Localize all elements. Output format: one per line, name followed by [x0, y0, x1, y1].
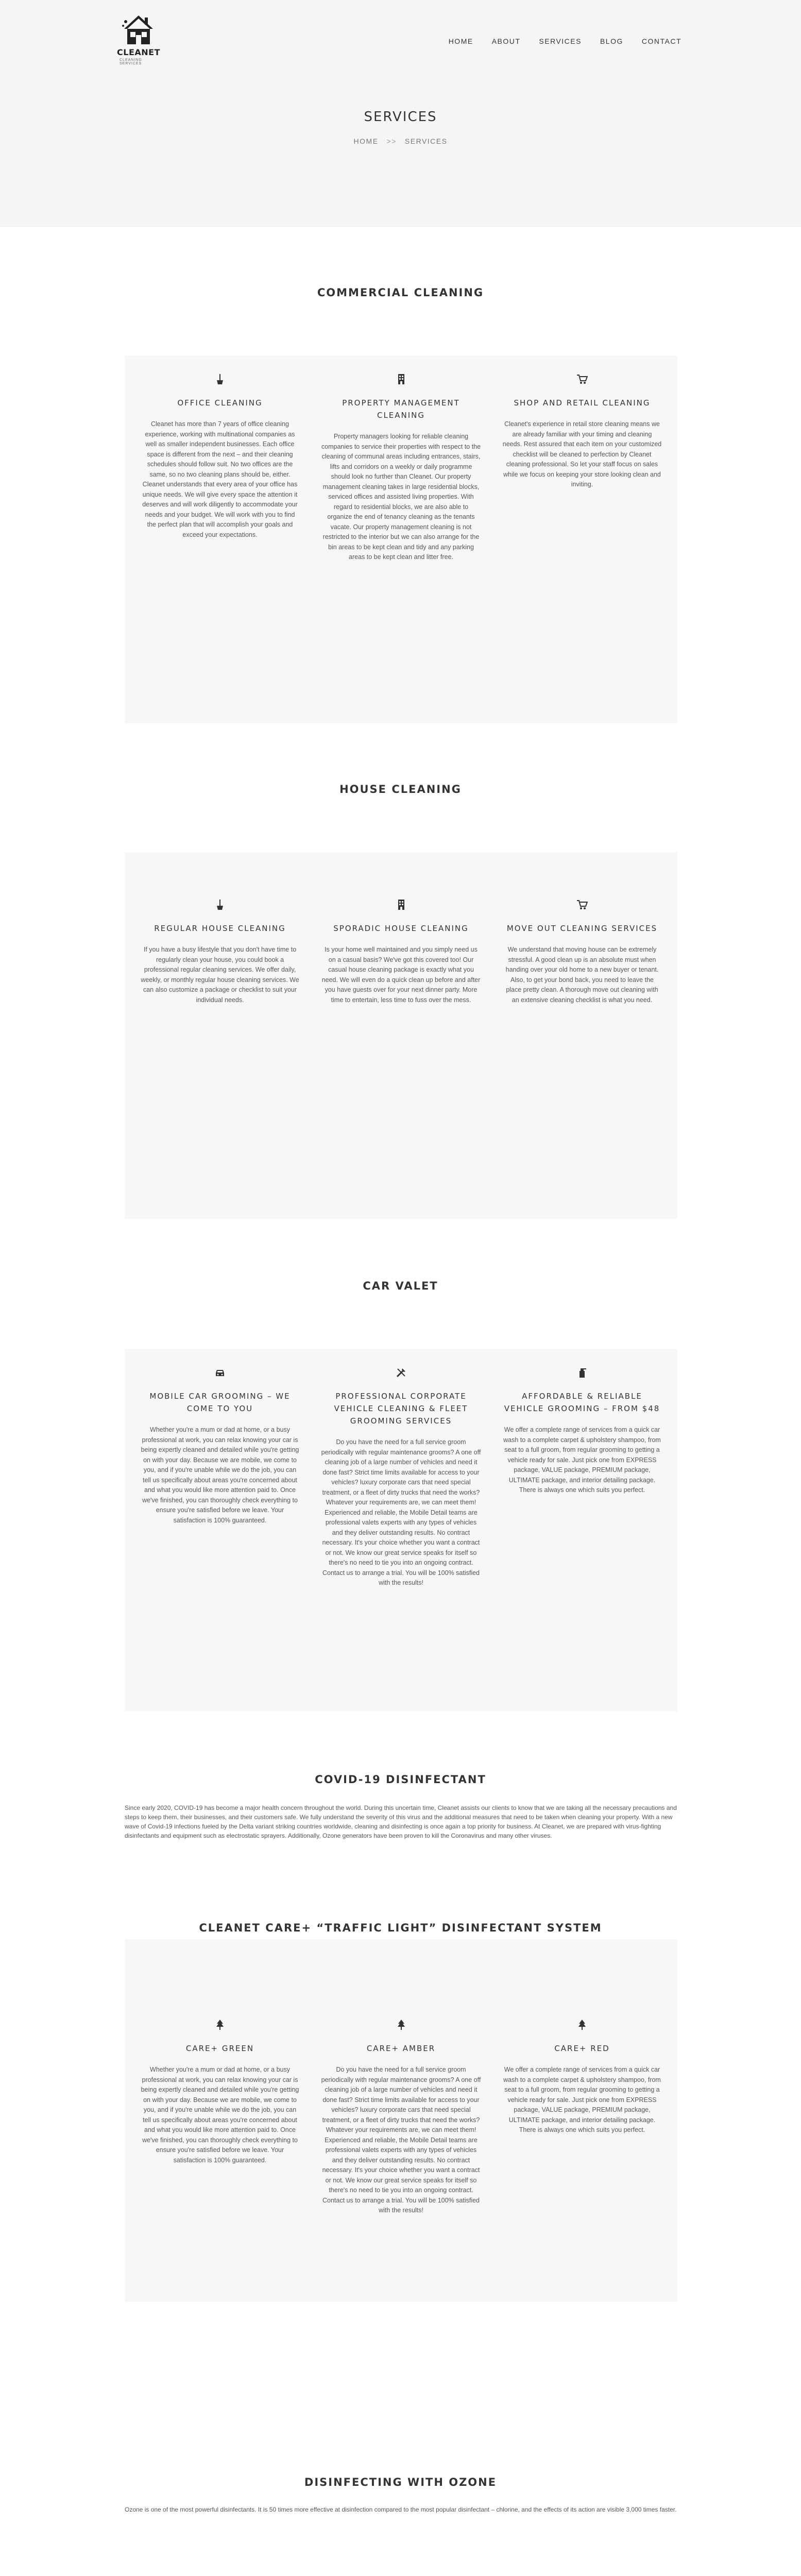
commercial-services-box [125, 355, 677, 723]
building-icon [321, 373, 481, 385]
tools-icon [321, 1366, 481, 1379]
service-text: We understand that moving house can be extremely stressful. A good clean up is an absolute must when handing over your old home to a new buyer or tenant. Also, to get your bond back, you need to leave the place pretty clean. A thorough move out cleaning with an extensive cleaning checklist is what you need. [505, 946, 659, 1004]
service-title: CARE+ GREEN [185, 2044, 254, 2053]
service-text: Is your home well maintained and you simply need us on a casual basis? We've got this covered too! Our casual house cleaning package is exactly what you need. We will even do a quick clean up before and after you have guests over for your next dinner party. More time to entertain, less time to fuss over the mess. [321, 946, 481, 1004]
page-title: SERVICES [364, 109, 437, 125]
traffic-light-box [125, 1939, 677, 2302]
service-title: AFFORDABLE & RELIABLE VEHICLE GROOMING – FROM $48 [504, 1392, 660, 1413]
logo[interactable] [117, 11, 160, 68]
service-text: Do you have the need for a full service groom periodically with regular maintenance grooms? A one off cleaning job of a large number of vehicles and need it done fast? Strict time limits available for access to your vehicles? luxury corporate cars that need special treatment, or a fleet of dirty trucks that need the works? Whatever your requirements are, we can meet them! Experienced and reliable, the Mobile Detail teams are professional valets experts with any types of vehicles and they deliver outstanding results. No contract necessary. It's your choice whether you want a contract or not. We know our great service speaks for itself so there's no need to tie you into an ongoing contract. Contact us to arrange a trial. You will be 100% satisfied with the results! [321, 2066, 481, 2214]
mop-icon [140, 899, 300, 911]
page-header [0, 0, 801, 227]
section-title-commercial: COMMERCIAL CLEANING [317, 286, 484, 299]
car-icon [140, 1366, 300, 1379]
service-title: MOBILE CAR GROOMING – WE COME TO YOU [149, 1392, 291, 1413]
tree-icon [321, 2019, 481, 2031]
spray-icon [502, 1366, 662, 1379]
breadcrumb-home[interactable]: HOME [353, 137, 379, 145]
service-card [502, 2019, 662, 2302]
service-text: We offer a complete range of services from a quick car wash to a complete carpet & upholstery shampoo, from seat to a full groom, from regular grooming to getting a vehicle ready for sale. Just pick one from EXPRESS package, VALUE package, PREMIUM package, ULTIMATE package, and interior detailing package. There is always one which suits you perfect. [503, 2066, 661, 2133]
service-text: Cleanet's experience in retail store cleaning means we are already familiar with your timing and cleaning needs. Rest assured that each item on your customized checklist will be cleaned to perfection by Cleanet cleaning professional. So let your staff focus on sales while we focus on keeping your store looking clean and inviting. [502, 420, 662, 488]
building-icon [321, 899, 481, 911]
service-card [140, 373, 300, 723]
tree-icon [502, 2019, 662, 2031]
nav-about[interactable]: ABOUT [491, 37, 521, 45]
service-card [321, 1366, 481, 1711]
covid-text: Since early 2020, COVID-19 has become a major health concern throughout the world. During this uncertain time, Cleanet assists our clients to know that we are taking all the necessary precautions and steps to keep them, their businesses, and their customers safe. We fully understand the severity of this virus and the additional measures that need to be taken when cleaning your property. With a new wave of Covid-19 infections fueled by the Delta variant striking countries worldwide, cleaning and disinfecting is once again a top priority for business. At Cleanet, we are prepared with virus-fighting disinfectants and equipment such as electrostatic sprayers. Additionally, Ozone generators have been proven to kill the Coronavirus and many other viruses. [125, 1804, 677, 1839]
service-card [140, 899, 300, 1219]
service-text: If you have a busy lifestyle that you don't have time to regularly clean your house, you could book a professional regular cleaning services. We offer daily, weekly, or monthly regular house cleaning services. We can also customize a package or checklist to suit your individual needs. [141, 946, 299, 1004]
service-text: Whether you're a mum or dad at home, or a busy professional at work, you can relax knowing your car is being expertly cleaned and detailed while you're getting on with your day. Because we are mobile, we come to you, and if you're unable while we do the job, you can tell us specifically about areas you're concerned about and what you would like more attention paid to. Once we've finished, you can thoroughly check everything to ensure you're satisfied before we leave. Your satisfaction is 100% guaranteed. [141, 2066, 299, 2164]
service-card [140, 2019, 300, 2302]
service-text: Whether you're a mum or dad at home, or a busy professional at work, you can relax knowing your car is being expertly cleaned and detailed while you're getting on with your day. Because we are mobile, we come to you, and if you're unable while we do the job, you can tell us specifically about areas you're concerned about and what you would like more attention paid to. Once we've finished, you can thoroughly check everything to ensure you're satisfied before we leave. Your satisfaction is 100% guaranteed. [141, 1426, 299, 1524]
car-services-box [125, 1349, 677, 1711]
mop-icon [140, 373, 300, 385]
breadcrumb-separator: >> [386, 137, 397, 145]
breadcrumb [0, 137, 801, 145]
ozone-text: Ozone is one of the most powerful disinfectants. It is 50 times more effective at disinfection compared to the most popular disinfectant – chlorine, and the effects of its action are visible 3,000 times faster. [125, 2506, 677, 2513]
brand-tagline: CLEANING SERVICES [120, 58, 142, 65]
section-title-house: HOUSE CLEANING [339, 783, 462, 795]
service-title: SHOP AND RETAIL CLEANING [514, 398, 651, 408]
brand-name: CLEANET [117, 47, 160, 57]
cart-icon [502, 899, 662, 911]
service-title: CARE+ AMBER [366, 2044, 436, 2053]
service-title: PROPERTY MANAGEMENT CLEANING [342, 398, 460, 420]
nav-blog[interactable]: BLOG [600, 37, 623, 45]
nav-home[interactable]: HOME [448, 37, 473, 45]
house-services-box [125, 852, 677, 1219]
service-card [321, 899, 481, 1219]
tree-icon [140, 2019, 300, 2031]
service-title: OFFICE CLEANING [177, 398, 263, 408]
section-title-ozone: DISINFECTING WITH OZONE [304, 2476, 497, 2488]
service-title: SPORADIC HOUSE CLEANING [333, 924, 469, 933]
breadcrumb-current: SERVICES [404, 137, 448, 145]
service-text: We offer a complete range of services from a quick car wash to a complete carpet & upholstery shampoo, from seat to a full groom, from regular grooming to getting a vehicle ready for sale. Just pick one from EXPRESS package, VALUE package, PREMIUM package, ULTIMATE package, and interior detailing package. There is always one which suits you perfect. [503, 1426, 661, 1494]
nav-services[interactable]: SERVICES [539, 37, 582, 45]
service-text: Cleanet has more than 7 years of office cleaning experience, working with multinational companies as well as smaller independent businesses. Each office space is different from the next – and their cleaning schedules should follow suit. No two offices are the same, so no two cleaning plans should be, either. Cleanet understands that every area of your office has unique needs. We will give every space the attention it deserves and will work diligently to accommodate your needs and your budget. We will work with you to find the perfect plan that will accomplish your goals and exceed your expectations. [142, 420, 298, 538]
section-title-traffic-light: CLEANET CARE+ “TRAFFIC LIGHT” DISINFECTANT SYSTEM [199, 1922, 602, 1934]
section-title-car-valet: CAR VALET [363, 1280, 438, 1292]
service-text: Property managers looking for reliable cleaning companies to service their properties with respect to the cleaning of communal areas including entrances, stairs, lifts and corridors on a weekly or daily programme should look no further than Cleanet. Our property management cleaning takes in large residential blocks, serviced offices and assisted living properties. With regard to residential blocks, we are also able to organize the end of tenancy cleaning as the tenants vacate. Our property management cleaning is not restricted to the interior but we can also arrange for the bin areas to be kept clean and tidy and any parking areas to be kept clean and litter free. [321, 433, 481, 561]
service-title: CARE+ RED [554, 2044, 610, 2053]
cart-icon [502, 373, 662, 385]
service-title: REGULAR HOUSE CLEANING [154, 924, 286, 933]
service-title: MOVE OUT CLEANING SERVICES [506, 924, 658, 933]
service-card [502, 899, 662, 1219]
service-card [321, 2019, 481, 2302]
service-card [321, 373, 481, 723]
main-nav [449, 37, 681, 45]
house-logo-icon [121, 11, 156, 47]
service-title: PROFESSIONAL CORPORATE VEHICLE CLEANING & FLEET GROOMING SERVICES [334, 1392, 468, 1426]
service-card [140, 1366, 300, 1711]
section-title-covid: COVID-19 DISINFECTANT [315, 1773, 486, 1786]
service-card [502, 373, 662, 723]
service-card [502, 1366, 662, 1711]
nav-contact[interactable]: CONTACT [641, 37, 681, 45]
service-text: Do you have the need for a full service groom periodically with regular maintenance grooms? A one off cleaning job of a large number of vehicles and need it done fast? Strict time limits available for access to your vehicles? luxury corporate cars that need special treatment, or a fleet of dirty trucks that need the works? Whatever your requirements are, we can meet them! Experienced and reliable, the Mobile Detail teams are professional valets experts with any types of vehicles and they deliver outstanding results. No contract necessary. It's your choice whether you want a contract or not. We know our great service speaks for itself so there's no need to tie you into an ongoing contract. Contact us to arrange a trial. You will be 100% satisfied with the results! [321, 1438, 481, 1586]
